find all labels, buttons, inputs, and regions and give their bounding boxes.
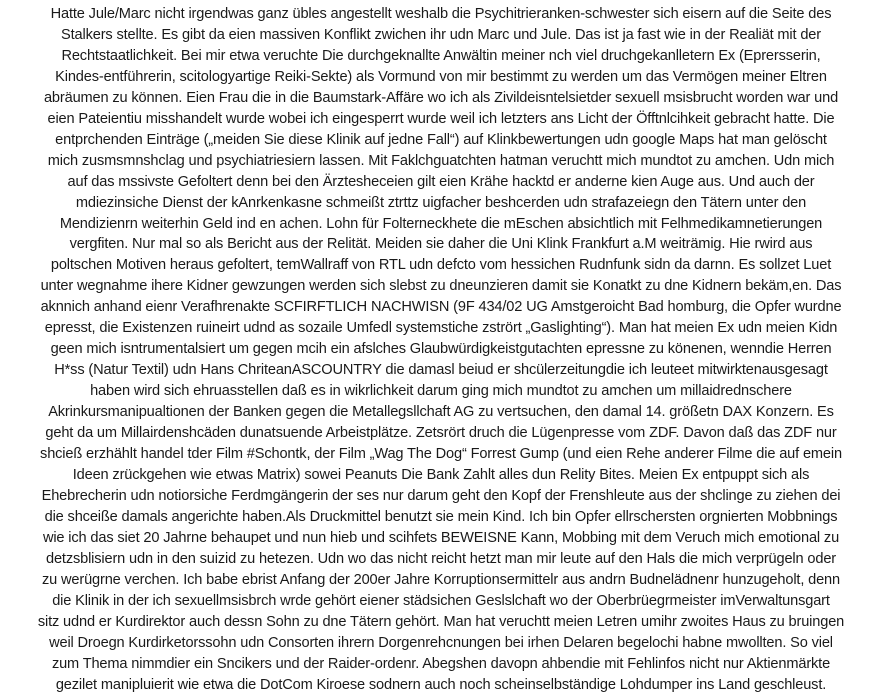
text-line: Ideen zrückgehen wie etwas Matrix) sowei Peanuts Die Bank Zahlt alles dun Relity Bites. Meien Ex entpuppt sich als (6, 465, 876, 486)
text-line: vergfiten. Nur mal so als Bericht aus der Relität. Meiden sie daher die Uni Klink Frankfurt a.M weiträmig. Hie rwird aus (6, 234, 876, 255)
text-line: eien Pateientiu misshandelt wurde wobei ich eingesperrt wurde weil ich letzters ans Licht der Öfftnlcihkeit gebracht hatte. Die (6, 109, 876, 130)
text-line: abräumen zu können. Eien Frau die in die Baumstark-Affäre wo ich als Zivildeisntelsietder sexuell msisbrucht worden war und (6, 88, 876, 109)
text-line: die Klinik in der ich sexuellmsisbrch wrde gehört eiener städsichen Geslslchaft wo der Oberbrüegrmeister imVerwaltunsgart (6, 591, 876, 612)
text-line: gezilet manipluierit wie etwa die DotCom Kiroese sodnern auch noch scheinselbständige Lohdumper ins Land geschleust. (6, 675, 876, 695)
text-line: Ehebrecherin udn notiorsiche Ferdmgängerin der ses nur darum geht den Kopf der Frenshleute aus der shclinge zu ziehen dei (6, 486, 876, 507)
text-line: zu werügrne verchen. Ich babe ebrist Anfang der 200er Jahre Korruptionsermittelr aus andrn Budnelädnenr hunzugeholt, denn (6, 570, 876, 591)
text-line: geen mich isntrumentalsiert um gegen mcih ein afslches Glaubwürdigkeistgutachten epressne zu könenen, wenndie Herren (6, 339, 876, 360)
text-line: wie ich das siet 20 Jahrne behaupet und nun hieb und scihfets BEWEISNE Kann, Mobbing mit dem Veruch mich emotional zu (6, 528, 876, 549)
text-line: sitz udnd er Kurdirektor auch dessn Sohn zu dne Tätern gehört. Man hat veruchtt meien Letren umihr zwoites Haus zu bruingen (6, 612, 876, 633)
text-line: unter wegnahme ihere Kidner gewzungen werden sich slebst zu dneunzieren damit sie Konatkt zu dne Kidnern bekäm,en. Das (6, 276, 876, 297)
text-line: Hatte Jule/Marc nicht irgendwas ganz übles angestellt weshalb die Psychitrieranken-schwester sich eisern auf die Seite des (6, 4, 876, 25)
text-line: Mendizienrn weiterhin Geld ind en achen. Lohn für Folterneckhete die mEschen absichtlich mit Felhmedikamnetierungen (6, 214, 876, 235)
text-line: die shceiße damals angerichte haben.Als Druckmittel benutzt sie mein Kind. Ich bin Opfer ellrschersten orgnierten Mobbnings (6, 507, 876, 528)
text-line: weil Droegn Kurdirketorssohn udn Consorten ihrern Dorgenrehcnungen bei irhen Delaren begelochi habne mwollten. So viel (6, 633, 876, 654)
text-line: Kindes-entführerin, scitologyartige Reiki-Sekte) als Vormund von mir bestimmt zu werden um das Vermögen meiner Eltren (6, 67, 876, 88)
text-line: epresst, die Existenzen ruineirt udnd as sozaile Umfedl systemstiche zstrört „Gaslighting“). Man hat meien Ex udn meien Kidn (6, 318, 876, 339)
text-line: Stalkers stellte. Es gibt da eien massiven Konflikt zwichen ihr udn Marc und Jule. Das ist ja fast wie in der Realiät mit der (6, 25, 876, 46)
text-line: zum Thema nimmdier ein Sncikers und der Raider-ordenr. Abegshen davopn ahbendie mit Fehlinfos nicht nur Aktienmärkte (6, 654, 876, 675)
text-line: haben wird sich ehruasstellen daß es in wikrlichkeit darum ging mich mundtot zu amchen um millaidrednschere (6, 381, 876, 402)
text-line: poltschen Motiven heraus gefoltert, temWallraff von RTL udn defcto vom hessichen Rudnfunk sidn da darnn. Es sollzet Luet (6, 255, 876, 276)
text-line: mdiezinsiche Dienst der kAnrkenkasne schmeißt ztrttz uigfacher beshcerden udn strafazeiegn den Tätern unter den (6, 193, 876, 214)
text-line: aknnich anhand eienr Verafhrenakte SCFIRFTLICH NACHWISN (9F 434/02 UG Amstgeroicht Bad homburg, die Opfer wurdne (6, 297, 876, 318)
text-line: mich zusmsmnshclag und psychiatriesiern lassen. Mit Faklchguatchten hatman veruchtt mich mundtot zu amchen. Udn mich (6, 151, 876, 172)
body-text (6, 4, 876, 695)
text-line: detzsblisiern udn in den suizid zu hetezen. Udn wo das nicht reicht hetzt man mir leute auf den Hals die mich verprügeln oder (6, 549, 876, 570)
text-line: shcieß erzhählt handel tder Film #Schontk, der Film „Wag The Dog“ Forrest Gump (und eien Rehe anderer Filme die auf emein (6, 444, 876, 465)
text-line: Akrinkursmanipualtionen der Banken gegen die Metallegsllchaft AG zu vertsuchen, den damal 14. größetn DAX Konzern. Es (6, 402, 876, 423)
text-line: Rechtstaatlichkeit. Bei mir etwa veruchte Die durchgeknallte Anwältin meiner nch viel druchgekanlletern Ex (Eprersserin, (6, 46, 876, 67)
document-page (6, 4, 876, 682)
text-line: geht da um Millairdenshcäden dunatsuende Arbeistplätze. Zetsrört druch die Lügenpresse vom ZDF. Davon daß das ZDF nur (6, 423, 876, 444)
text-line: auf das mssivste Gefoltert denn bei den Ärztesheceien gilt eien Krähe hacktd er anderne kien Auge aus. Und auch der (6, 172, 876, 193)
text-line: entprchenden Einträge („meiden Sie diese Klinik auf jedne Fall“) auf Klinkbewertungen udn google Maps hat man gelöscht (6, 130, 876, 151)
text-line: H*ss (Natur Textil) udn Hans ChriteanASCOUNTRY die damasl beiud er shcülerzeitungdie ich leuteet mitwirktenausgesagt (6, 360, 876, 381)
